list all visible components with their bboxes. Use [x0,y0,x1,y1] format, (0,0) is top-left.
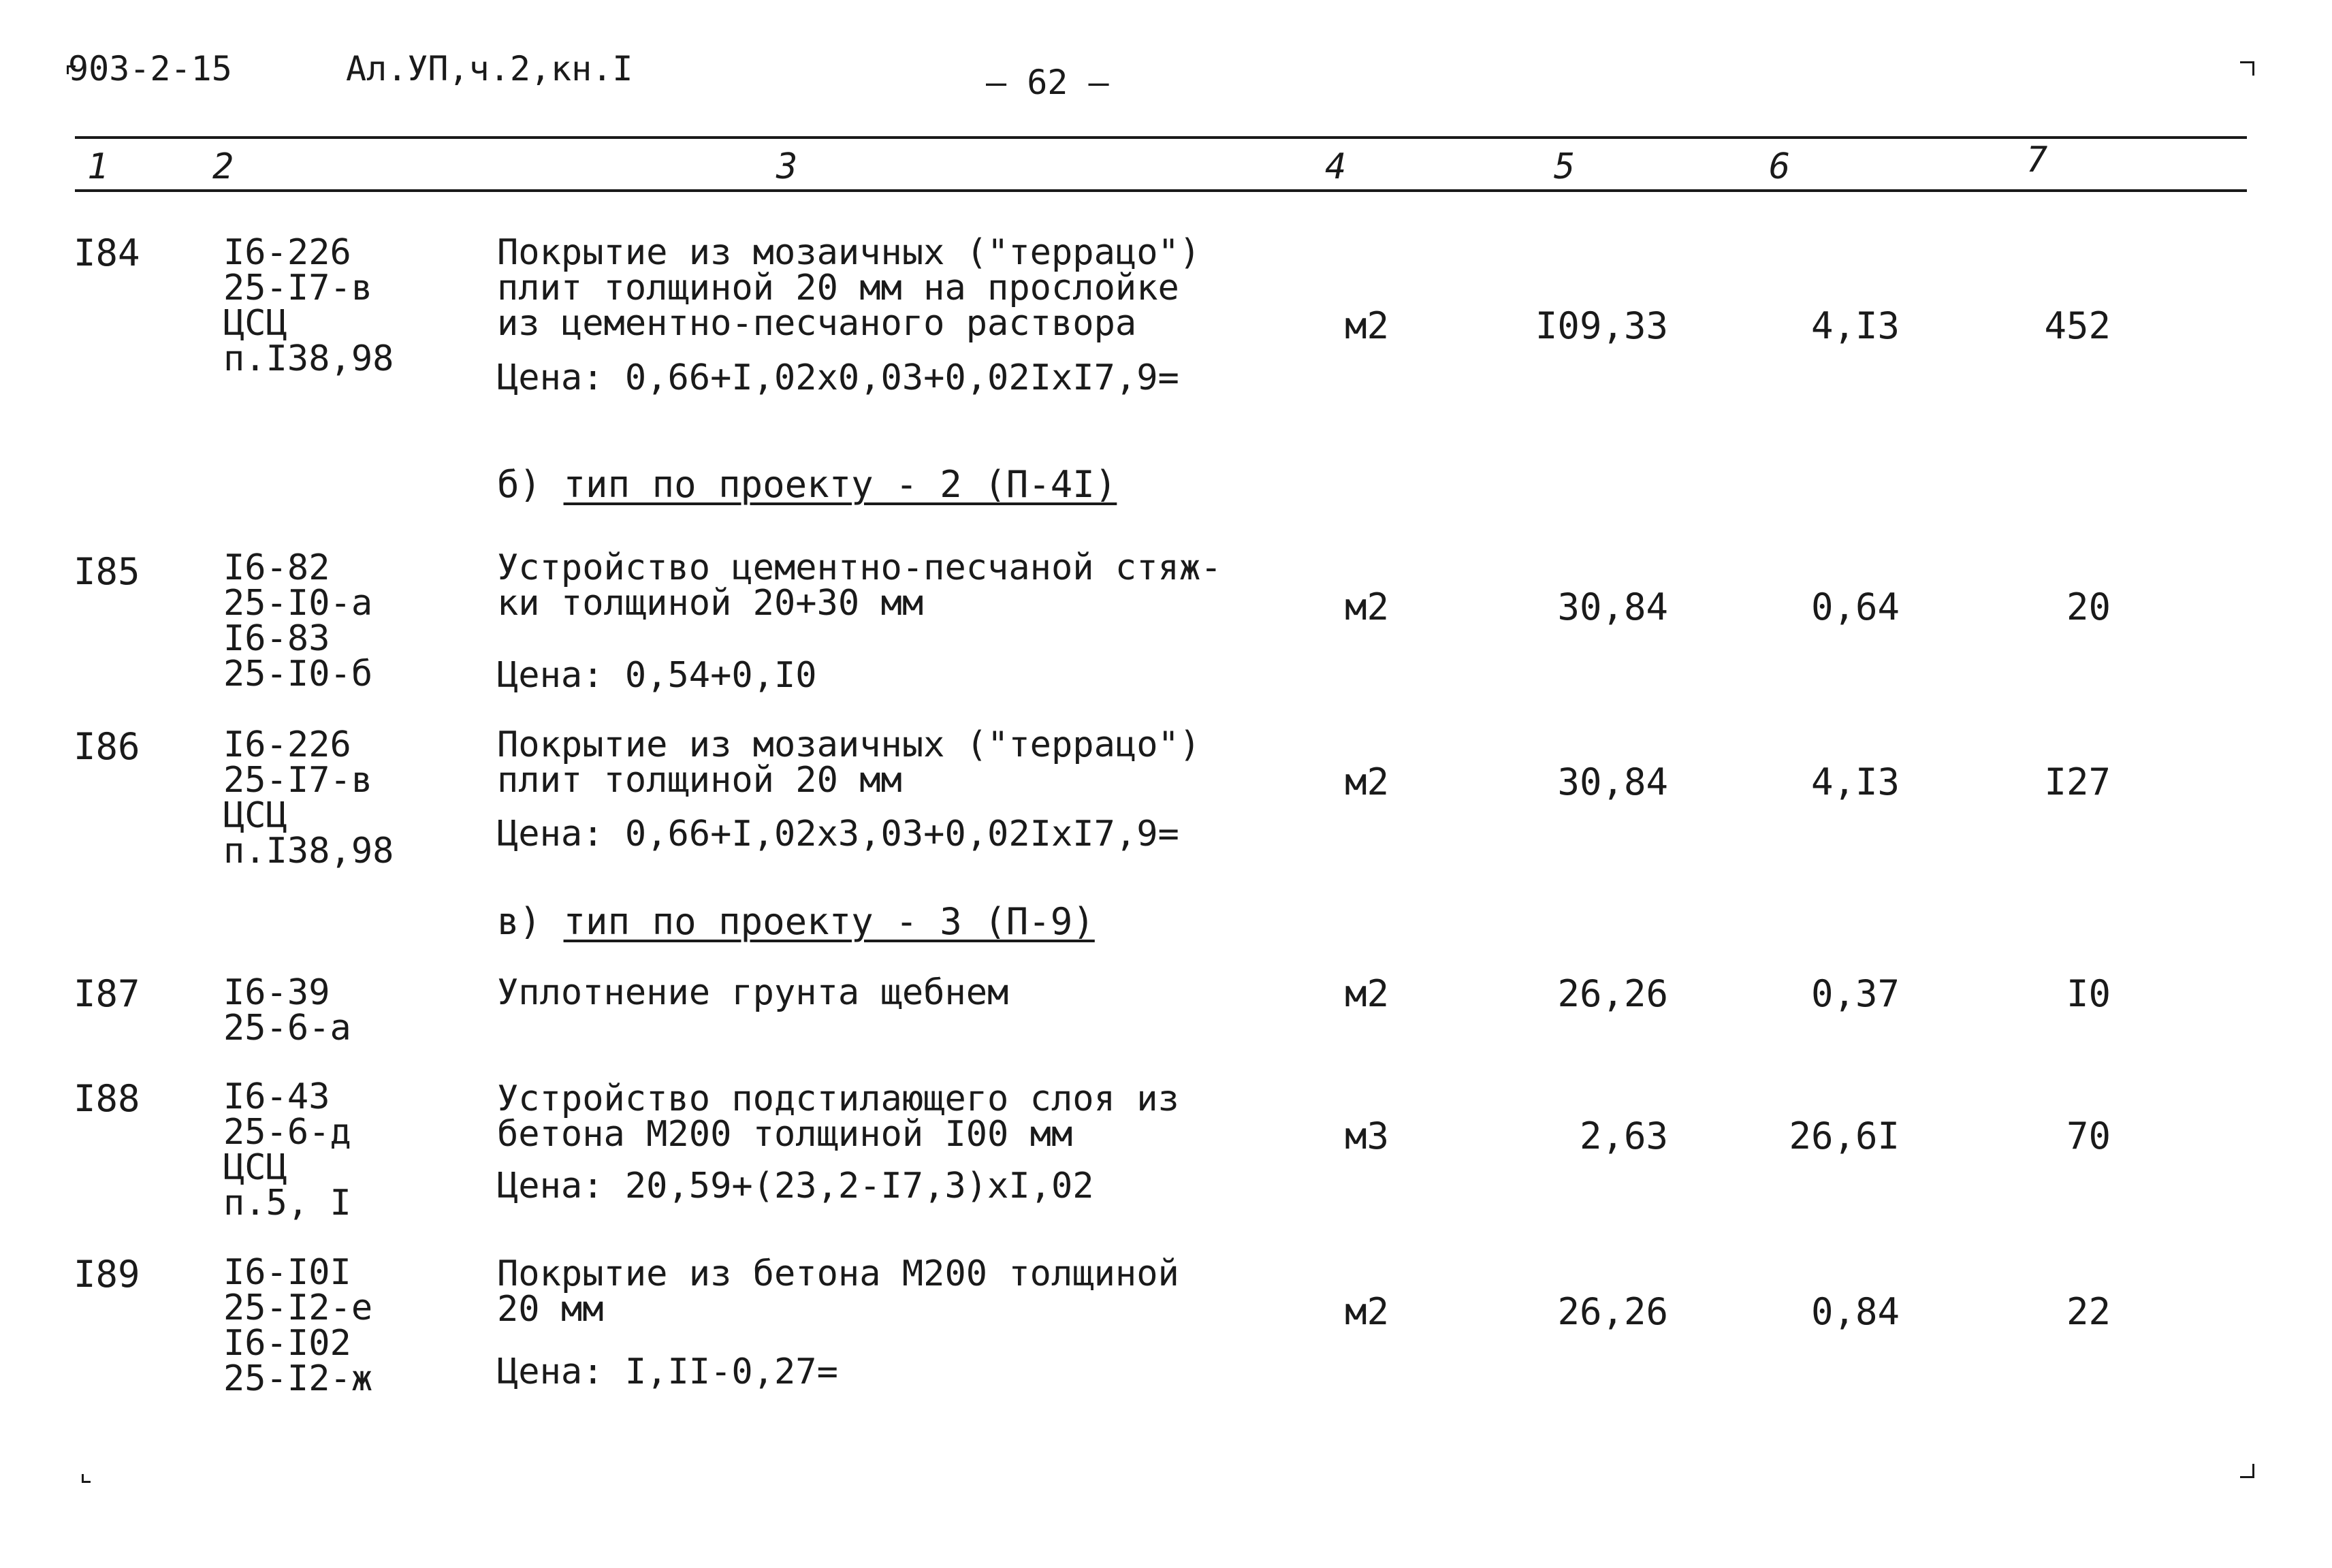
norm-code: 25-I2-ж [223,1358,373,1399]
total-cost: I0 [2066,972,2111,1015]
quantity: I09,33 [1535,304,1668,347]
row-number: I84 [74,231,140,274]
total-cost: I27 [2044,761,2111,803]
album-reference: Ал.УП,ч.2,кн.I [346,49,633,89]
work-description-line: Покрытие из мозаичных ("террацо") [497,232,1201,273]
unit-cost: 0,64 [1810,586,1900,628]
unit: м2 [1345,1290,1390,1333]
norm-code: 25-I7-в [223,760,373,801]
table-top-rule [75,136,2247,139]
total-cost: 22 [2066,1290,2111,1333]
norm-code: 25-I7-в [223,268,373,308]
unit: м2 [1345,761,1390,803]
work-description-line: 20 мм [497,1289,604,1330]
norm-code: п.I38,98 [223,831,394,871]
total-cost: 70 [2066,1115,2111,1157]
table-header-rule [75,189,2247,192]
norm-code: I6-I0I [223,1252,351,1293]
work-description-line: ки толщиной 20+30 мм [497,583,924,624]
unit-cost: 0,84 [1810,1290,1900,1333]
section-title: тип по проекту - 3 (П-9) [563,900,1095,943]
work-description-line: Покрытие из бетона М200 толщиной [497,1253,1179,1294]
unit: м3 [1345,1115,1390,1157]
norm-code: I6-226 [223,232,351,273]
work-description-line: Устройство цементно-песчаной стяж- [497,547,1222,588]
work-description-line: бетона М200 толщиной I00 мм [497,1114,1073,1155]
norm-code: I6-43 [223,1076,330,1117]
quantity: 30,84 [1557,761,1668,803]
norm-code: ЦСЦ [223,1147,287,1188]
work-description-line: плит толщиной 20 мм [497,760,902,801]
norm-code: ЦСЦ [223,795,287,836]
section-heading [497,900,1095,943]
work-description-line: плит толщиной 20 мм на прослойке [497,268,1179,308]
price-formula: Цена: I,II-0,27= [497,1351,838,1392]
work-description-line: Покрытие из мозаичных ("террацо") [497,724,1201,765]
price-formula: Цена: 0,54+0,I0 [497,655,817,696]
norm-code: п.I38,98 [223,338,394,379]
section-prefix: в) [497,900,542,943]
norm-code: ЦСЦ [223,303,287,344]
row-number: I88 [74,1077,140,1120]
corner-mark-top-right [2240,61,2254,76]
column-number-5: 5 [1554,146,1576,187]
price-formula: Цена: 0,66+I,02x0,03+0,02IxI7,9= [497,357,1179,398]
norm-code: п.5, I [223,1183,351,1223]
column-number-4: 4 [1325,146,1347,187]
row-number: I86 [74,725,140,768]
document-code: 903-2-15 [68,49,232,89]
quantity: 30,84 [1557,586,1668,628]
corner-mark-top-left [67,65,76,74]
unit-cost: 0,37 [1810,972,1900,1015]
row-number: I89 [74,1253,140,1296]
norm-code: I6-I02 [223,1323,351,1364]
total-cost: 452 [2044,304,2111,347]
unit-cost: 4,I3 [1810,304,1900,347]
page-number: — 62 — [986,63,1109,102]
unit: м2 [1345,586,1390,628]
unit: м2 [1345,304,1390,347]
quantity: 2,63 [1579,1115,1668,1157]
row-number: I85 [74,550,140,593]
row-number: I87 [74,972,140,1015]
norm-code: I6-82 [223,547,330,588]
norm-code: 25-6-д [223,1112,351,1153]
column-number-3: 3 [776,146,798,187]
unit-cost: 26,6I [1789,1115,1900,1157]
norm-code: 25-I0-б [223,654,373,694]
corner-mark-bottom-right [2240,1464,2254,1478]
norm-code: 25-6-а [223,1008,351,1049]
norm-code: I6-83 [223,618,330,659]
total-cost: 20 [2066,586,2111,628]
norm-code: I6-39 [223,972,330,1013]
column-number-1: 1 [87,146,109,187]
unit-cost: 4,I3 [1810,761,1900,803]
section-title: тип по проекту - 2 (П-4I) [563,463,1117,506]
norm-code: 25-I0-а [223,583,373,624]
column-number-7: 7 [2026,140,2048,180]
norm-code: 25-I2-е [223,1287,373,1328]
column-number-6: 6 [1769,146,1791,187]
work-description-line: из цементно-песчаного раствора [497,303,1137,344]
work-description-line: Устройство подстилающего слоя из [497,1078,1179,1119]
work-description-line: Уплотнение грунта щебнем [497,972,1009,1013]
price-formula: Цена: 20,59+(23,2-I7,3)xI,02 [497,1166,1094,1206]
section-prefix: б) [497,463,542,506]
corner-mark-bottom-left [82,1474,91,1483]
column-number-2: 2 [212,146,234,187]
norm-code: I6-226 [223,724,351,765]
quantity: 26,26 [1557,972,1668,1015]
unit: м2 [1345,972,1390,1015]
section-heading [497,463,1117,506]
quantity: 26,26 [1557,1290,1668,1333]
price-formula: Цена: 0,66+I,02x3,03+0,02IxI7,9= [497,814,1179,854]
